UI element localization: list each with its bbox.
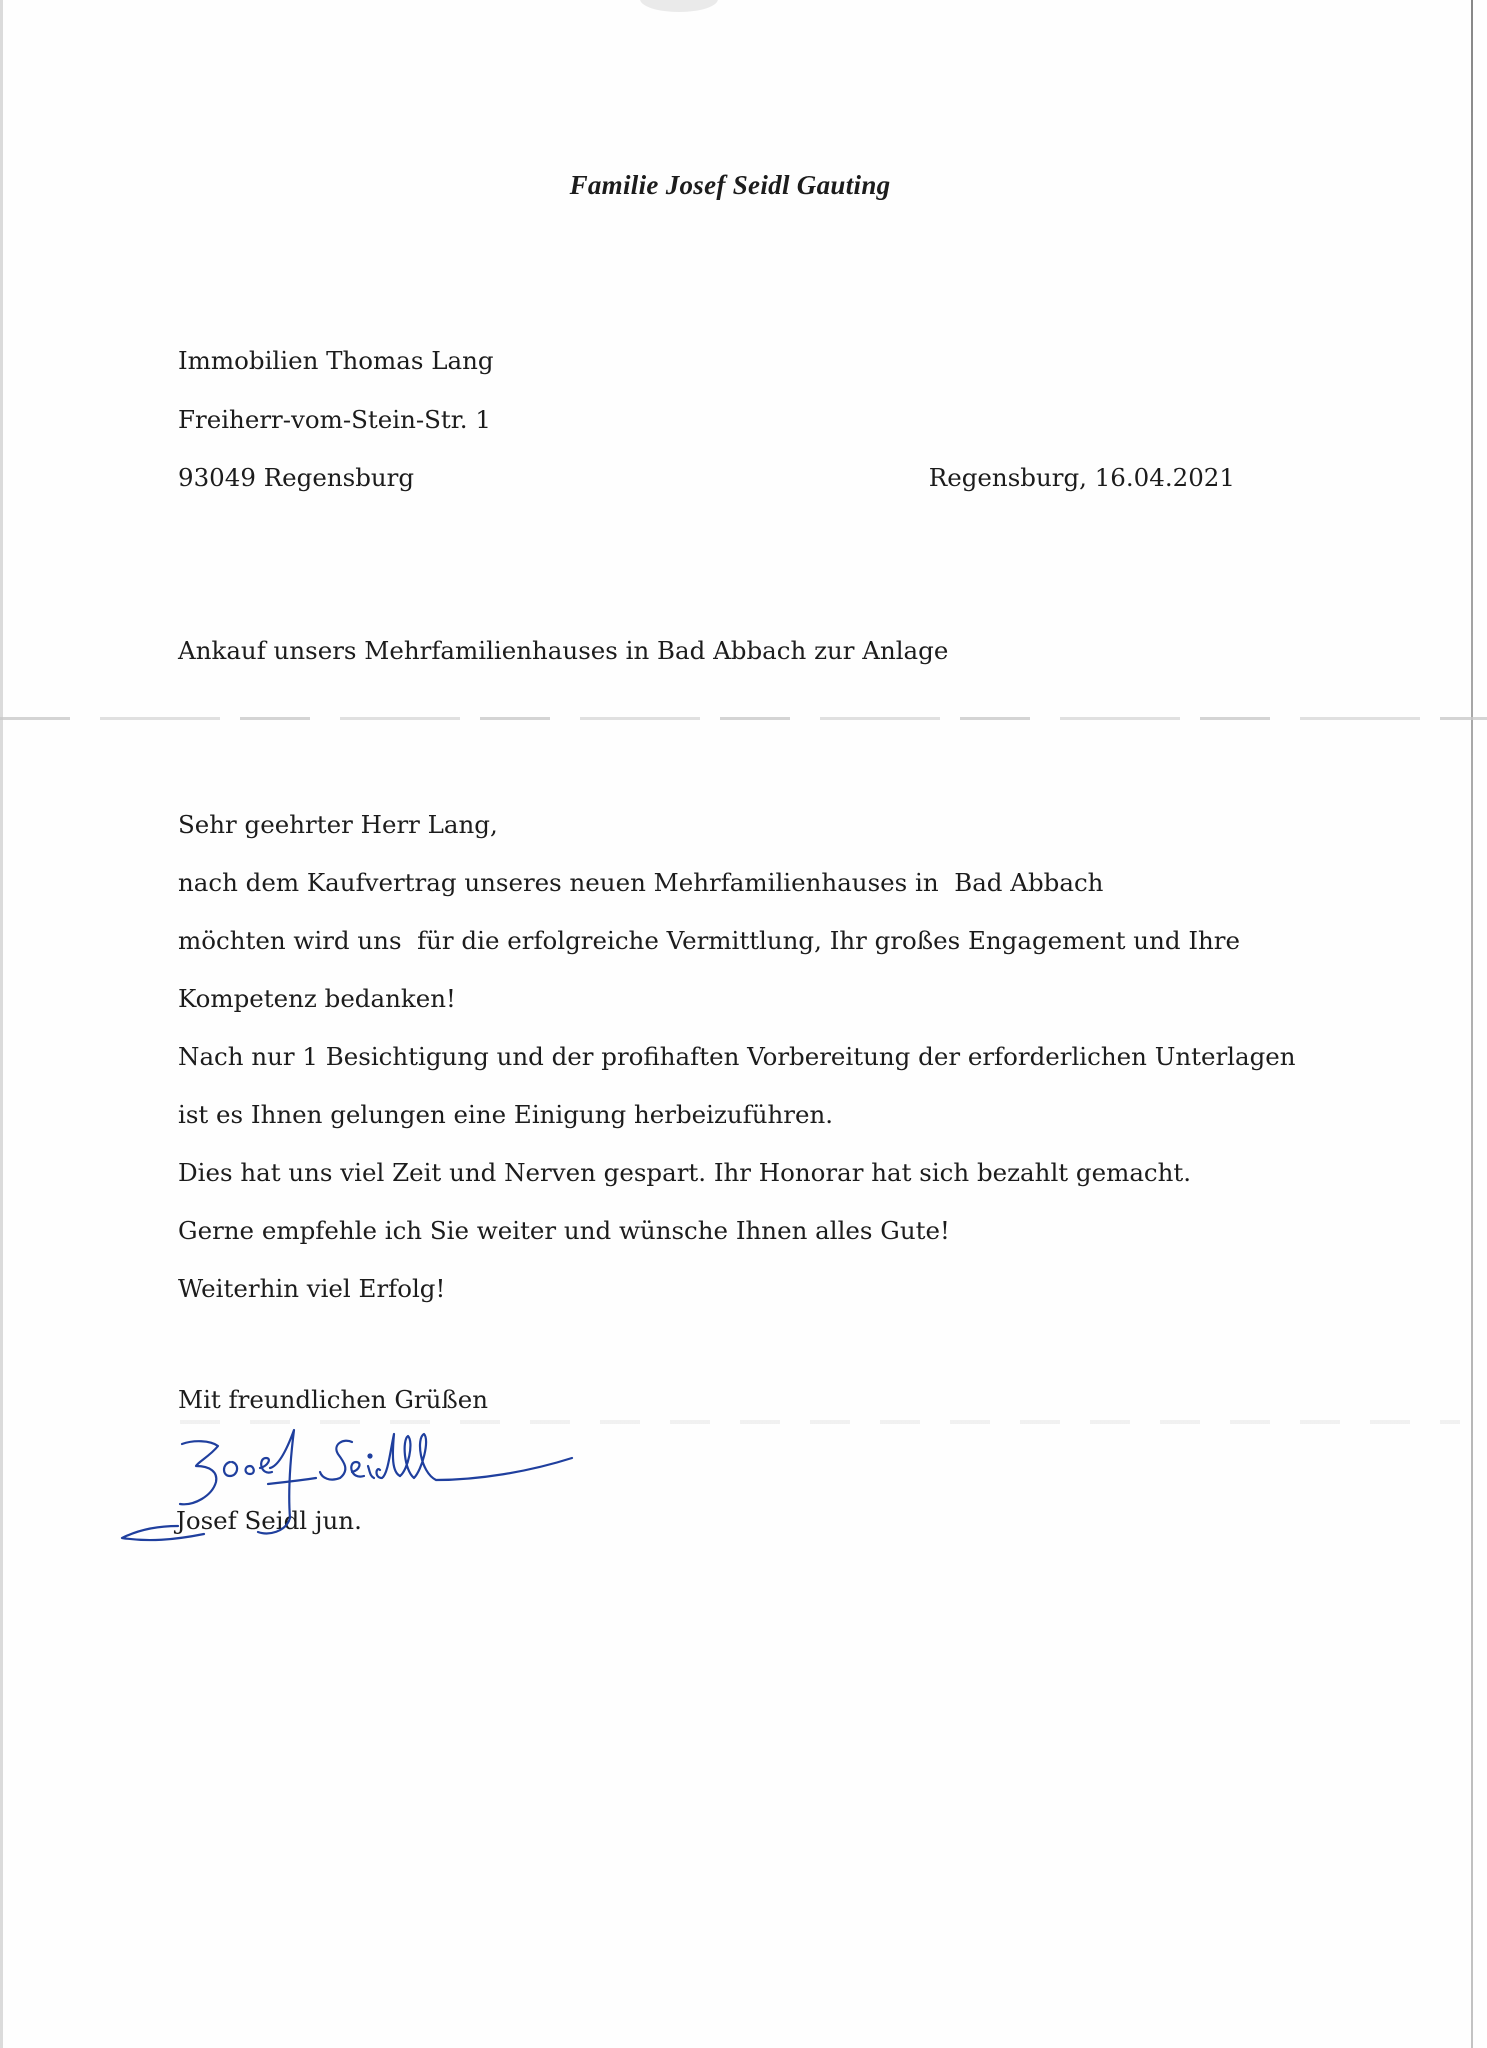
recipient-street: Freiherr-vom-Stein-Str. 1: [178, 405, 491, 434]
subject-line: Ankauf unsers Mehrfamilienhauses in Bad Abbach zur Anlage: [178, 636, 949, 665]
handwritten-signature: [118, 1422, 608, 1542]
body-line: Gerne empfehle ich Sie weiter und wünsche Ihnen alles Gute!: [178, 1216, 950, 1245]
scan-edge-left: [0, 0, 3, 2048]
recipient-name: Immobilien Thomas Lang: [178, 346, 494, 375]
closing: Mit freundlichen Grüßen: [178, 1385, 489, 1414]
salutation: Sehr geehrter Herr Lang,: [178, 810, 498, 839]
letter-body: [178, 810, 1296, 1332]
body-line: Dies hat uns viel Zeit und Nerven gespart. Ihr Honorar hat sich bezahlt gemacht.: [178, 1158, 1192, 1187]
body-line: ist es Ihnen gelungen eine Einigung herbeizuführen.: [178, 1100, 834, 1129]
scan-punch-mark: [640, 0, 718, 12]
body-line: nach dem Kaufvertrag unseres neuen Mehrfamilienhauses in Bad Abbach: [178, 868, 1104, 897]
letterhead: Familie Josef Seidl Gauting: [569, 170, 891, 200]
signer-name: Josef Seidl jun.: [176, 1506, 362, 1535]
recipient-city: 93049 Regensburg: [178, 463, 415, 492]
body-line: Nach nur 1 Besichtigung und der profihaften Vorbereitung der erforderlichen Unterlagen: [178, 1042, 1296, 1071]
body-line: Weiterhin viel Erfolg!: [178, 1274, 446, 1303]
place-date: Regensburg, 16.04.2021: [928, 463, 1235, 492]
body-line: möchten wird uns für die erfolgreiche Vermittlung, Ihr großes Engagement und Ihre: [178, 926, 1240, 955]
scan-edge-right: [1471, 0, 1473, 2048]
fold-line: [0, 717, 1487, 720]
body-line: Kompetenz bedanken!: [178, 984, 456, 1013]
